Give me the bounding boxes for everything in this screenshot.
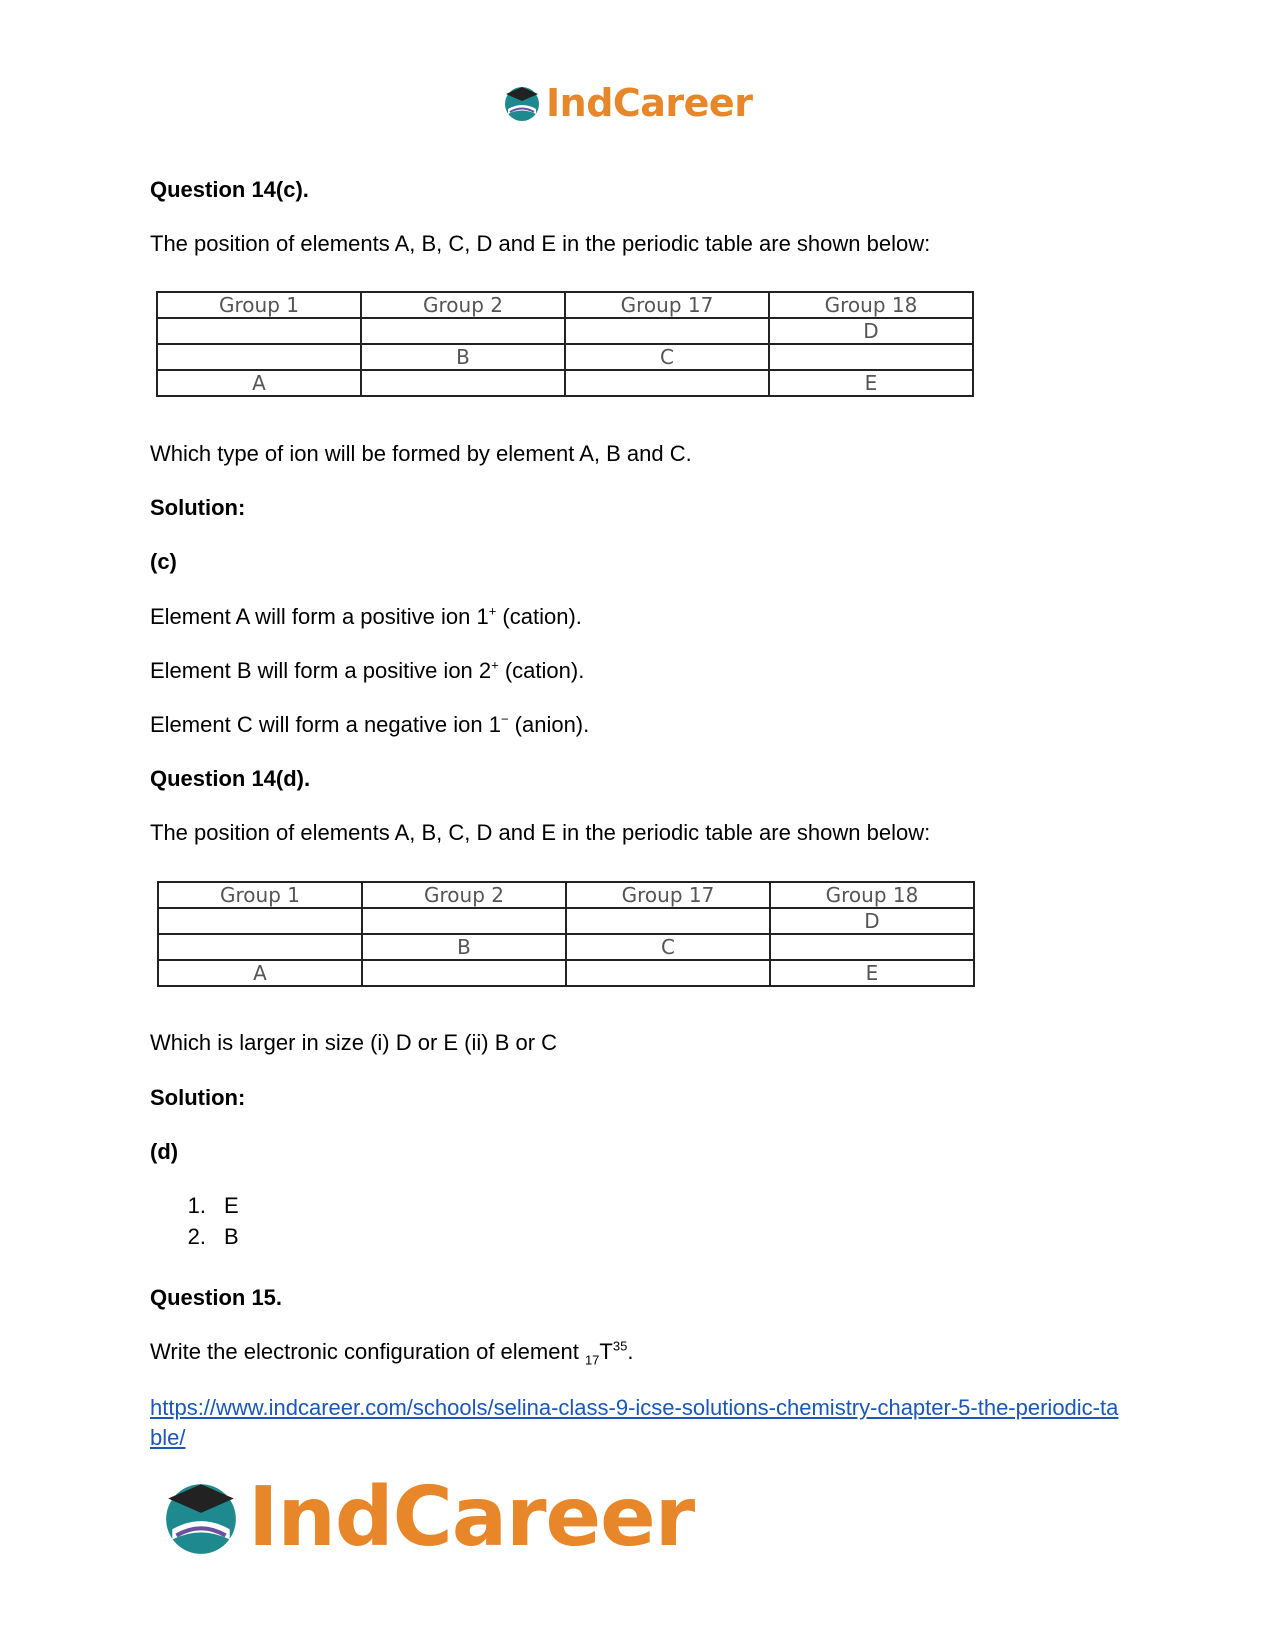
question-heading-14c: Question 14(c). xyxy=(150,177,309,202)
question-heading-14d: Question 14(d). xyxy=(150,766,311,791)
table-cell xyxy=(361,370,565,396)
answer-text: Element B will form a positive ion 2 xyxy=(150,658,492,683)
table-header-cell: Group 18 xyxy=(770,882,974,908)
list-text: E xyxy=(224,1193,239,1218)
question-intro-14d: The position of elements A, B, C, D and E in the periodic table are shown below: xyxy=(150,820,931,845)
table-header-cell: Group 17 xyxy=(565,292,769,318)
table-header-cell: Group 17 xyxy=(566,882,770,908)
question-text-14c: Which type of ion will be formed by element A, B and C. xyxy=(150,441,692,466)
list-number: 1. xyxy=(187,1193,206,1218)
table-cell: A xyxy=(158,960,362,986)
table-cell: D xyxy=(769,318,973,344)
periodic-table-14c xyxy=(156,291,974,397)
answer-tail: (cation). xyxy=(496,604,582,629)
answer-list-14d xyxy=(150,1190,239,1252)
table-header-cell: Group 2 xyxy=(362,882,566,908)
element-symbol: T xyxy=(599,1339,613,1364)
table-row xyxy=(157,370,973,396)
answer-tail: (cation). xyxy=(498,658,585,683)
answer-text: Element A will form a positive ion 1 xyxy=(150,604,489,629)
footer-logo xyxy=(160,1469,695,1565)
question-intro-14c: The position of elements A, B, C, D and E in the periodic table are shown below: xyxy=(150,231,931,256)
table-cell xyxy=(362,960,566,986)
table-row xyxy=(158,960,974,986)
table-cell xyxy=(157,318,361,344)
answer-text: Element C will form a negative ion 1 xyxy=(150,712,501,737)
table-header-cell: Group 1 xyxy=(158,882,362,908)
question-text: Write the electronic configuration of element xyxy=(150,1339,585,1364)
table-header-row xyxy=(157,292,973,318)
question-text-15 xyxy=(150,1338,634,1368)
table-cell xyxy=(566,908,770,934)
table-cell xyxy=(566,960,770,986)
table-header-cell: Group 18 xyxy=(769,292,973,318)
table-cell xyxy=(770,934,974,960)
table-header-cell: Group 1 xyxy=(157,292,361,318)
answer-line xyxy=(150,712,589,738)
list-text: B xyxy=(224,1224,239,1249)
question-text-14d: Which is larger in size (i) D or E (ii) B or C xyxy=(150,1030,558,1055)
table-cell xyxy=(769,344,973,370)
list-item xyxy=(150,1221,239,1252)
table-cell: A xyxy=(157,370,361,396)
table-cell: C xyxy=(566,934,770,960)
table-cell xyxy=(361,318,565,344)
ion-charge: + xyxy=(491,657,499,673)
solution-label-14d: Solution: xyxy=(150,1085,246,1110)
ion-charge: − xyxy=(500,711,509,727)
atomic-number: 17 xyxy=(584,1352,600,1368)
table-cell xyxy=(157,344,361,370)
brand-name: IndCareer xyxy=(546,81,753,125)
book-globe-icon xyxy=(160,1476,242,1558)
table-header-row xyxy=(158,882,974,908)
brand-name: IndCareer xyxy=(248,1469,695,1565)
part-label-14d: (d) xyxy=(150,1139,179,1164)
table-cell xyxy=(158,908,362,934)
table-row xyxy=(157,344,973,370)
table-cell: E xyxy=(769,370,973,396)
list-number: 2. xyxy=(187,1224,206,1249)
table-cell: D xyxy=(770,908,974,934)
source-link[interactable]: https://www.indcareer.com/schools/selina-class-9-icse-solutions-chemistry-chapter-5-the-periodic-table/ xyxy=(150,1395,1119,1450)
book-globe-icon xyxy=(502,83,542,123)
mass-number: 35 xyxy=(612,1338,628,1354)
table-cell xyxy=(565,318,769,344)
answer-line xyxy=(150,604,582,630)
answer-line xyxy=(150,658,584,684)
table-header-cell: Group 2 xyxy=(361,292,565,318)
table-cell: C xyxy=(565,344,769,370)
solution-label-14c: Solution: xyxy=(150,495,246,520)
table-cell xyxy=(565,370,769,396)
answer-tail: (anion). xyxy=(508,712,590,737)
table-row xyxy=(158,934,974,960)
question-heading-15: Question 15. xyxy=(150,1285,283,1310)
periodic-table-14d xyxy=(157,881,975,987)
table-cell xyxy=(158,934,362,960)
table-row xyxy=(158,908,974,934)
question-tail: . xyxy=(627,1339,634,1364)
ion-charge: + xyxy=(488,603,497,619)
table-cell: B xyxy=(362,934,566,960)
table-row xyxy=(157,318,973,344)
table-cell xyxy=(362,908,566,934)
part-label-14c: (c) xyxy=(150,549,177,574)
list-item xyxy=(150,1190,239,1221)
header-logo xyxy=(502,80,752,126)
table-cell: E xyxy=(770,960,974,986)
table-cell: B xyxy=(361,344,565,370)
